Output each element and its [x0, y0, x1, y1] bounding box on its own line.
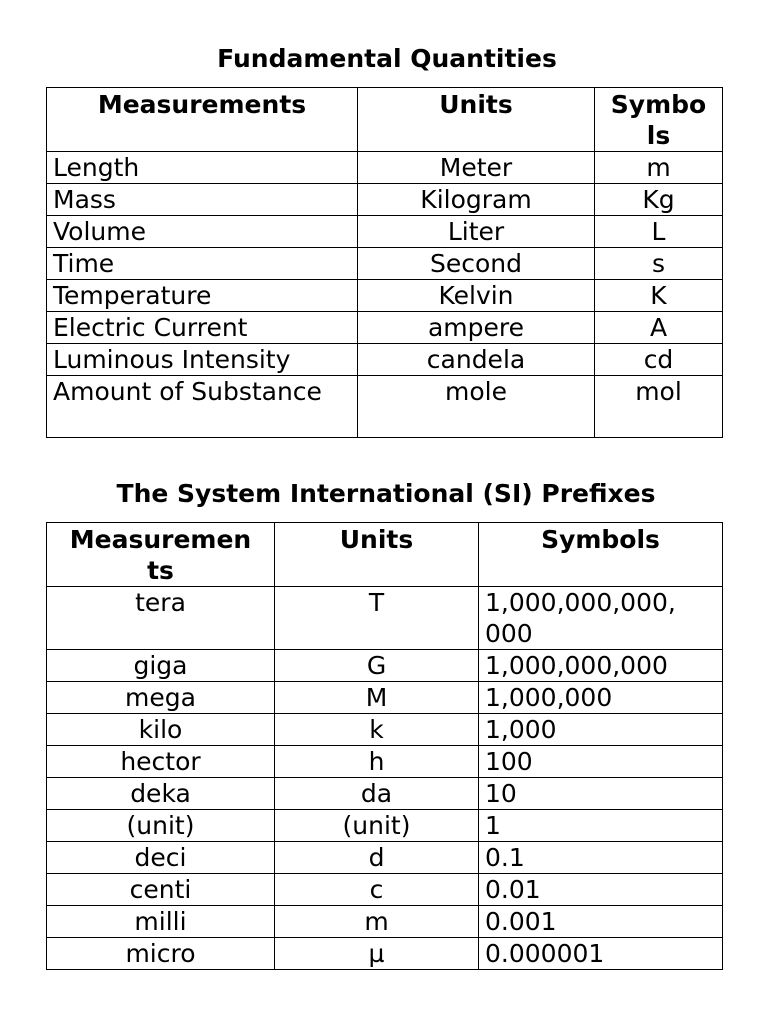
- table-cell: milli: [47, 906, 275, 938]
- table-cell: 0.1: [479, 842, 723, 874]
- table-cell: deci: [47, 842, 275, 874]
- table-cell: 1: [479, 810, 723, 842]
- table-cell: s: [595, 248, 723, 280]
- table-cell: T: [275, 587, 479, 650]
- table-cell: Temperature: [47, 280, 358, 312]
- fundamental-quantities-title: Fundamental Quantities: [217, 44, 557, 73]
- table-cell: (unit): [275, 810, 479, 842]
- table-cell: Meter: [358, 152, 595, 184]
- column-header: Measurements: [47, 88, 358, 152]
- table-cell: h: [275, 746, 479, 778]
- table-cell: 1,000,000: [479, 682, 723, 714]
- table-cell: Kelvin: [358, 280, 595, 312]
- table-cell: Volume: [47, 216, 358, 248]
- table-cell: centi: [47, 874, 275, 906]
- table-cell: 1,000: [479, 714, 723, 746]
- table-row: [47, 376, 723, 438]
- table-cell: tera: [47, 587, 275, 650]
- table-row: [47, 842, 723, 874]
- table-cell: mol: [595, 376, 723, 438]
- table-cell: micro: [47, 938, 275, 970]
- table-cell: d: [275, 842, 479, 874]
- table-cell: K: [595, 280, 723, 312]
- table-cell: 1,000,000,000, 000: [479, 587, 723, 650]
- header-row: [47, 88, 723, 152]
- table-row: [47, 216, 723, 248]
- table-row: [47, 810, 723, 842]
- column-header: Symbols: [479, 523, 723, 587]
- column-header: Measuremen ts: [47, 523, 275, 587]
- table-cell: Amount of Substance: [47, 376, 358, 438]
- table-cell: Liter: [358, 216, 595, 248]
- table-cell: Mass: [47, 184, 358, 216]
- table-row: [47, 682, 723, 714]
- table-cell: 100: [479, 746, 723, 778]
- table-row: [47, 152, 723, 184]
- table-row: [47, 248, 723, 280]
- table-cell: mole: [358, 376, 595, 438]
- table-cell: c: [275, 874, 479, 906]
- table-cell: mega: [47, 682, 275, 714]
- table-row: [47, 344, 723, 376]
- table-cell: Time: [47, 248, 358, 280]
- table-row: [47, 312, 723, 344]
- table-cell: 0.01: [479, 874, 723, 906]
- table-row: [47, 778, 723, 810]
- table-cell: Luminous Intensity: [47, 344, 358, 376]
- table-cell: m: [595, 152, 723, 184]
- column-header: Units: [275, 523, 479, 587]
- table-cell: hector: [47, 746, 275, 778]
- table-cell: kilo: [47, 714, 275, 746]
- fundamental-quantities-table: [46, 87, 723, 438]
- table-cell: 1,000,000,000: [479, 650, 723, 682]
- table-row: [47, 650, 723, 682]
- column-header: Units: [358, 88, 595, 152]
- table-cell: G: [275, 650, 479, 682]
- table-cell: Length: [47, 152, 358, 184]
- table-cell: 0.001: [479, 906, 723, 938]
- table-cell: k: [275, 714, 479, 746]
- table-cell: Kilogram: [358, 184, 595, 216]
- table-row: [47, 874, 723, 906]
- si-prefixes-table: [46, 522, 723, 970]
- table-cell: µ: [275, 938, 479, 970]
- table-cell: (unit): [47, 810, 275, 842]
- table-cell: Electric Current: [47, 312, 358, 344]
- table-row: [47, 280, 723, 312]
- table-row: [47, 184, 723, 216]
- table-row: [47, 714, 723, 746]
- header-row: [47, 523, 723, 587]
- si-prefixes-title: The System International (SI) Prefixes: [116, 479, 656, 508]
- table-cell: ampere: [358, 312, 595, 344]
- table-cell: candela: [358, 344, 595, 376]
- table-cell: cd: [595, 344, 723, 376]
- table-cell: Kg: [595, 184, 723, 216]
- table-cell: da: [275, 778, 479, 810]
- table-cell: A: [595, 312, 723, 344]
- table-row: [47, 938, 723, 970]
- table-row: [47, 587, 723, 650]
- table-cell: 0.000001: [479, 938, 723, 970]
- table-cell: deka: [47, 778, 275, 810]
- table-row: [47, 906, 723, 938]
- table-cell: 10: [479, 778, 723, 810]
- table-cell: L: [595, 216, 723, 248]
- table-cell: m: [275, 906, 479, 938]
- column-header: Symbo ls: [595, 88, 723, 152]
- table-cell: Second: [358, 248, 595, 280]
- table-cell: M: [275, 682, 479, 714]
- table-cell: giga: [47, 650, 275, 682]
- table-row: [47, 746, 723, 778]
